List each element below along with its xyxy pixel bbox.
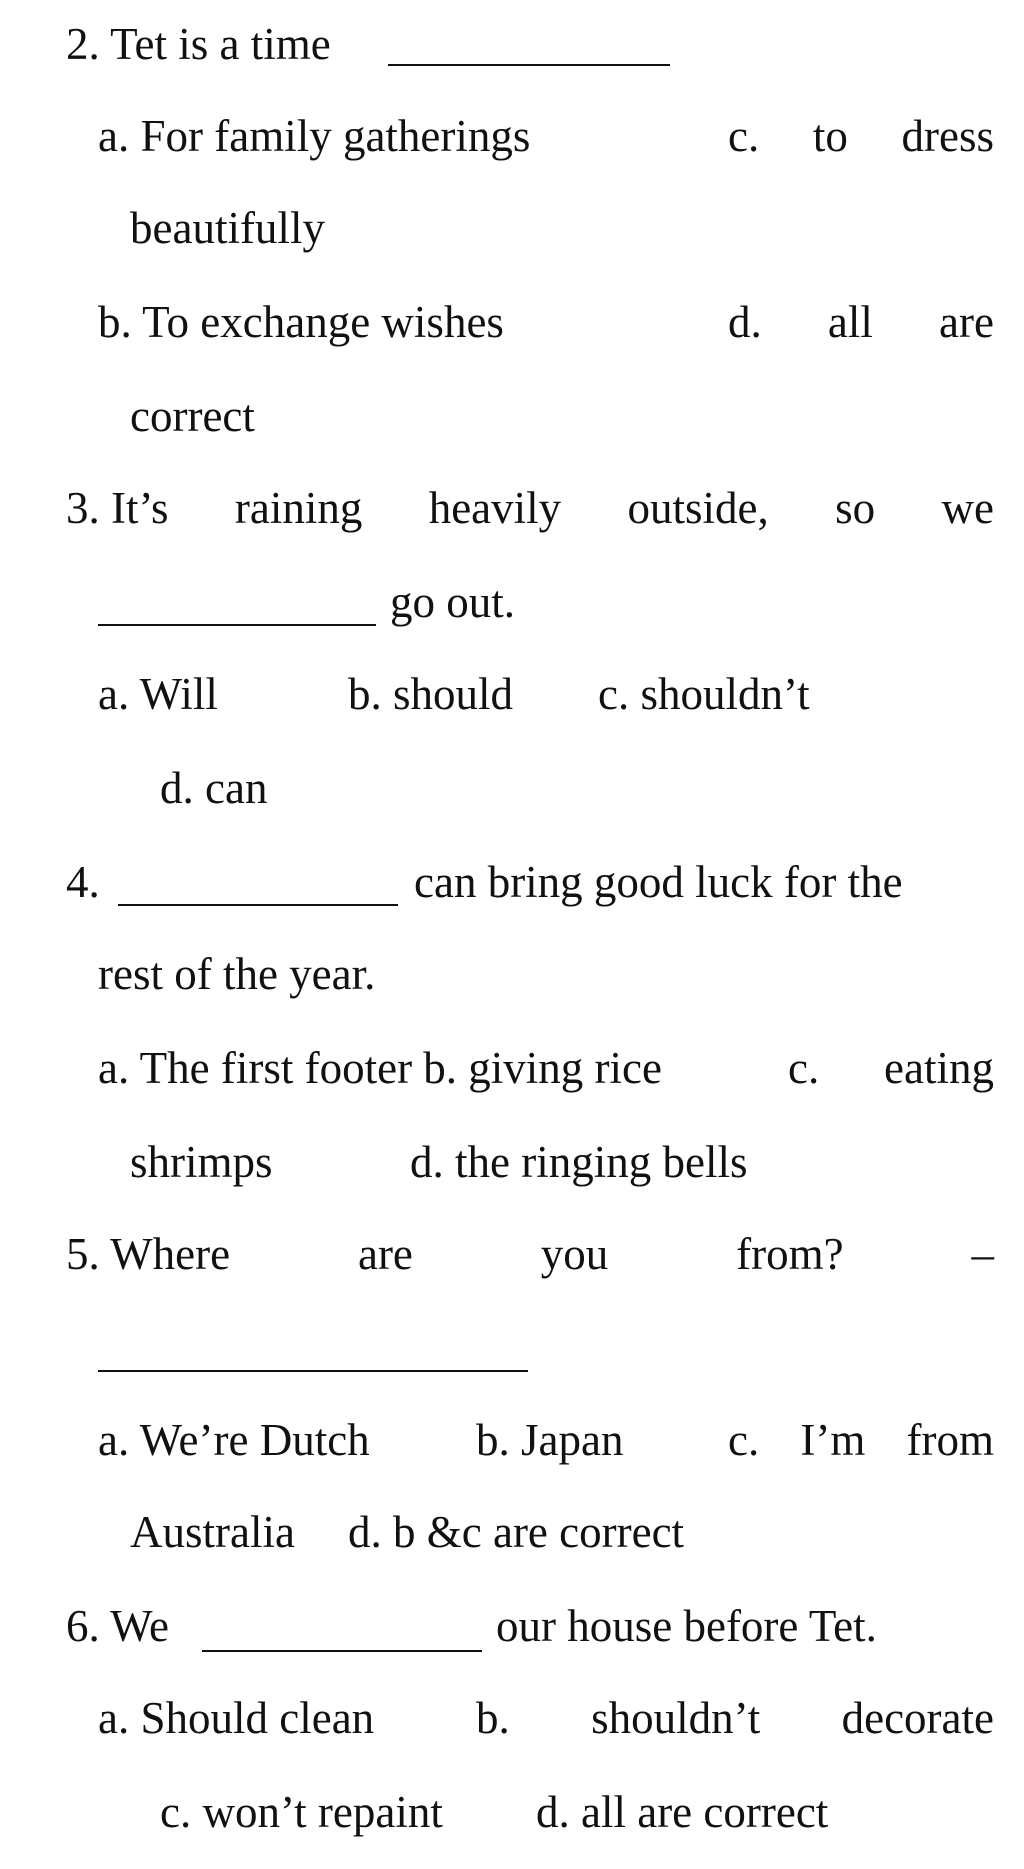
- q6-option-b-word: decorate: [841, 1693, 994, 1743]
- q2-option-d: [728, 297, 994, 347]
- q3-answer-blank: [98, 624, 376, 626]
- q5-stem-word: from?: [736, 1229, 844, 1279]
- q3-option-d: d. can: [160, 763, 268, 813]
- q4-option-c-word: c.: [788, 1043, 820, 1093]
- q2-option-d-word: all: [827, 297, 873, 347]
- q5-option-c-continued: Australia: [130, 1507, 295, 1557]
- q3-stem: [66, 483, 994, 533]
- q2-answer-blank: [388, 64, 670, 66]
- q3-stem-word: we: [941, 483, 994, 533]
- q4-answer-blank: [118, 904, 398, 906]
- q6-option-d: d. all are correct: [536, 1787, 829, 1837]
- q6-option-a: a. Should clean: [98, 1693, 375, 1743]
- q4-stem: can bring good luck for the: [414, 857, 903, 907]
- q3-stem-word: heavily: [428, 483, 562, 533]
- q5-stem-word: you: [540, 1229, 609, 1279]
- q6-option-b-word: shouldn’t: [591, 1693, 761, 1743]
- q5-option-c-word: I’m: [800, 1415, 866, 1465]
- q2-stem: 2. Tet is a time: [66, 19, 331, 69]
- q5-option-c-word: c.: [728, 1415, 760, 1465]
- q2-option-c-word: dress: [901, 111, 994, 161]
- q6-option-c: c. won’t repaint: [160, 1787, 443, 1837]
- q2-option-d-word: are: [939, 297, 994, 347]
- q4-number: 4.: [66, 857, 100, 907]
- q3-stem-word: so: [835, 483, 876, 533]
- q6-answer-blank: [202, 1650, 482, 1652]
- q3-option-b: b. should: [348, 669, 514, 719]
- q5-stem: [66, 1229, 994, 1279]
- q5-option-a: a. We’re Dutch: [98, 1415, 370, 1465]
- q2-option-d-continued: correct: [130, 391, 255, 441]
- q2-option-c-continued: beautifully: [130, 203, 325, 253]
- q5-stem-word: –: [971, 1229, 994, 1279]
- q3-option-a: a. Will: [98, 669, 218, 719]
- q6-stem-start: 6. We: [66, 1601, 170, 1651]
- q3-stem-word: raining: [234, 483, 363, 533]
- q5-option-c: [728, 1415, 994, 1465]
- q5-option-c-word: from: [906, 1415, 994, 1465]
- q6-option-b-word: b.: [476, 1693, 510, 1743]
- q3-stem-continued: go out.: [390, 577, 516, 627]
- q4-option-c-continued: shrimps: [130, 1137, 273, 1187]
- q3-option-c: c. shouldn’t: [598, 669, 810, 719]
- q5-answer-blank: [98, 1370, 528, 1372]
- q5-option-d: d. b &c are correct: [348, 1507, 685, 1557]
- q6-option-b: [476, 1693, 994, 1743]
- q2-option-c: [728, 111, 994, 161]
- q2-option-d-word: d.: [728, 297, 762, 347]
- q2-option-c-word: to: [812, 111, 848, 161]
- q5-option-b: b. Japan: [476, 1415, 624, 1465]
- q4-stem-continued: rest of the year.: [98, 949, 376, 999]
- q5-stem-word: are: [357, 1229, 413, 1279]
- q3-stem-word: 3. It’s: [66, 483, 169, 533]
- q4-option-c-word: eating: [884, 1043, 994, 1093]
- q2-option-c-word: c.: [728, 111, 760, 161]
- q6-stem-end: our house before Tet.: [496, 1601, 877, 1651]
- q4-options-a-b: a. The first footer b. giving rice: [98, 1043, 662, 1093]
- q4-option-d: d. the ringing bells: [410, 1137, 748, 1187]
- q2-option-b: b. To exchange wishes: [98, 297, 504, 347]
- q5-stem-word: 5. Where: [66, 1229, 231, 1279]
- q4-option-c: [788, 1043, 994, 1093]
- q2-option-a: a. For family gatherings: [98, 111, 531, 161]
- q3-stem-word: outside,: [627, 483, 769, 533]
